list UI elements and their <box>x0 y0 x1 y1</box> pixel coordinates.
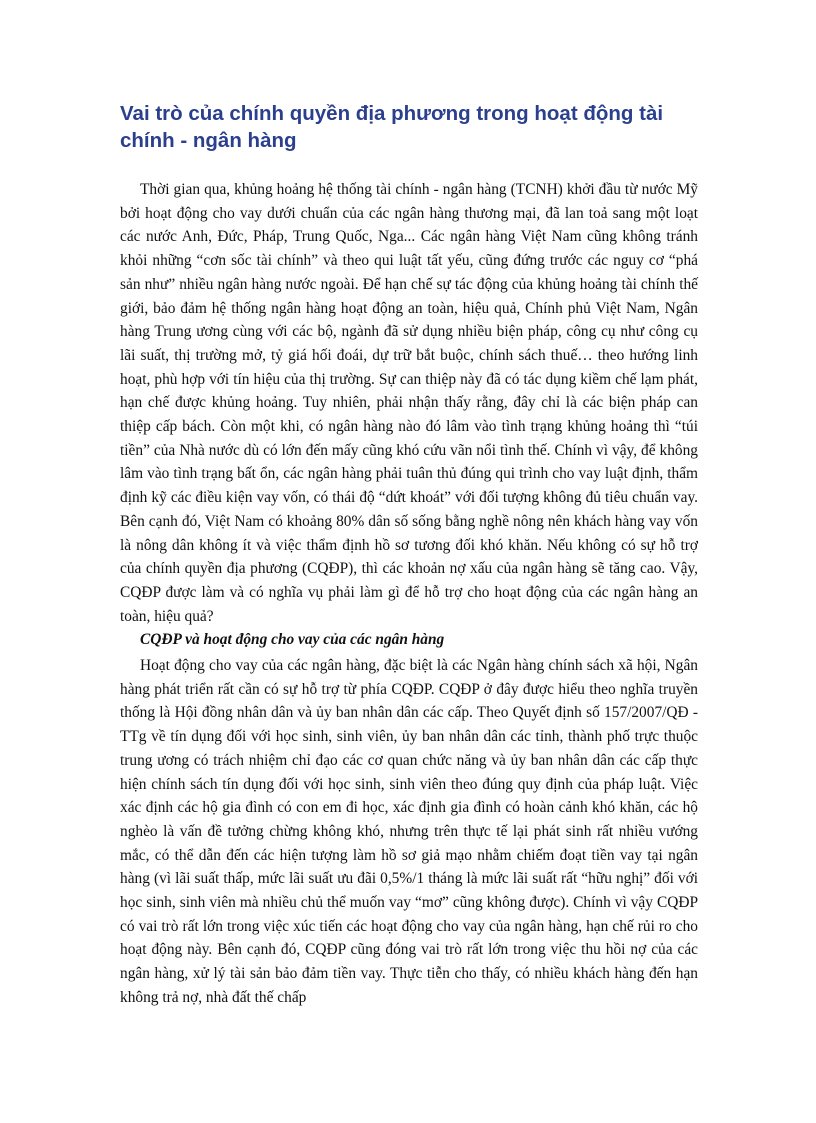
intro-paragraph: Thời gian qua, khủng hoảng hệ thống tài chính - ngân hàng (TCNH) khởi đầu từ nước Mỹ bởi hoạt động cho vay dưới chuẩn của các ngân hàng thương mại, đã lan toả sang một loạt các nước Anh, Đức, Pháp, Trung Quốc, Nga... Các ngân hàng Việt Nam cũng không tránh khỏi những “cơn sốc tài chính” và theo qui luật tất yếu, cũng đứng trước các nguy cơ “phá sản như” nhiều ngân hàng nước ngoài. Để hạn chế sự tác động của khủng hoảng tài chính thế giới, bảo đảm hệ thống ngân hàng hoạt động an toàn, hiệu quả, Chính phủ Việt Nam, Ngân hàng Trung ương cùng với các bộ, ngành đã sử dụng nhiều biện pháp, công cụ như công cụ lãi suất, thị trường mở, tỷ giá hối đoái, dự trữ bắt buộc, chính sách thuế… theo hướng linh hoạt, phù hợp với tín hiệu của thị trường. Sự can thiệp này đã có tác dụng kiềm chế lạm phát, hạn chế được khủng hoảng. Tuy nhiên, phải nhận thấy rằng, đây chỉ là các biện pháp can thiệp cấp bách. Còn một khi, có ngân hàng nào đó lâm vào tình trạng khủng hoảng thì “túi tiền” của Nhà nước dù có lớn đến mấy cũng khó cứu vãn nổi tình thế. Chính vì vậy, để không lâm vào tình trạng bất ổn, các ngân hàng phải tuân thủ đúng qui trình cho vay luật định, thẩm định kỹ các điều kiện vay vốn, có thái độ “dứt khoát” với đối tượng không đủ tiêu chuẩn vay. Bên cạnh đó, Việt Nam có khoảng 80% dân số sống bằng nghề nông nên khách hàng vay vốn là nông dân không ít và việc thẩm định hồ sơ tương đối khó khăn. Nếu không có sự hỗ trợ của chính quyền địa phương (CQĐP), thì các khoản nợ xấu của ngân hàng sẽ tăng cao. Vậy, CQĐP được làm và có nghĩa vụ phải làm gì để hỗ trợ cho hoạt động của các ngân hàng an toàn, hiệu quả? <box>120 181 698 625</box>
document-title: Vai trò của chính quyền địa phương trong hoạt động tài chính - ngân hàng <box>120 102 664 152</box>
section-heading: CQĐP và hoạt động cho vay của các ngân hàng <box>140 631 445 648</box>
section-paragraph: Hoạt động cho vay của các ngân hàng, đặc biệt là các Ngân hàng chính sách xã hội, Ngân hàng phát triển rất cần có sự hỗ trợ từ phía CQĐP. CQĐP ở đây được hiểu theo nghĩa truyền thống là Hội đồng nhân dân và ủy ban nhân dân các cấp. Theo Quyết định số 157/2007/QĐ - TTg về tín dụng đối với học sinh, sinh viên, ủy ban nhân dân các tỉnh, thành phố trực thuộc trung ương có trách nhiệm chỉ đạo các cơ quan chức năng và ủy ban nhân dân các cấp thực hiện chính sách tín dụng đối với học sinh, sinh viên theo đúng quy định của pháp luật. Việc xác định các hộ gia đình có con em đi học, xác định gia đình có hoàn cảnh khó khăn, các hộ nghèo là vấn đề tưởng chừng không khó, nhưng trên thực tế lại phát sinh rất nhiều vướng mắc, có thể dẫn đến các hiện tượng làm hồ sơ giả mạo nhằm chiếm đoạt tiền vay tại ngân hàng (vì lãi suất thấp, mức lãi suất ưu đãi 0,5%/1 tháng là mức lãi suất rất “hữu nghị” đối với học sinh, sinh viên mà nhiều chủ thể muốn vay “mơ” cũng không được). Chính vì vậy CQĐP có vai trò rất lớn trong việc xúc tiến các hoạt động cho vay của ngân hàng, hạn chế rủi ro cho hoạt động này. Bên cạnh đó, CQĐP cũng đóng vai trò rất lớn trong việc thu hồi nợ của các ngân hàng, xử lý tài sản bảo đảm tiền vay. Thực tiễn cho thấy, có nhiều khách hàng đến hạn không trả nợ, nhà đất thế chấp <box>120 657 698 1006</box>
